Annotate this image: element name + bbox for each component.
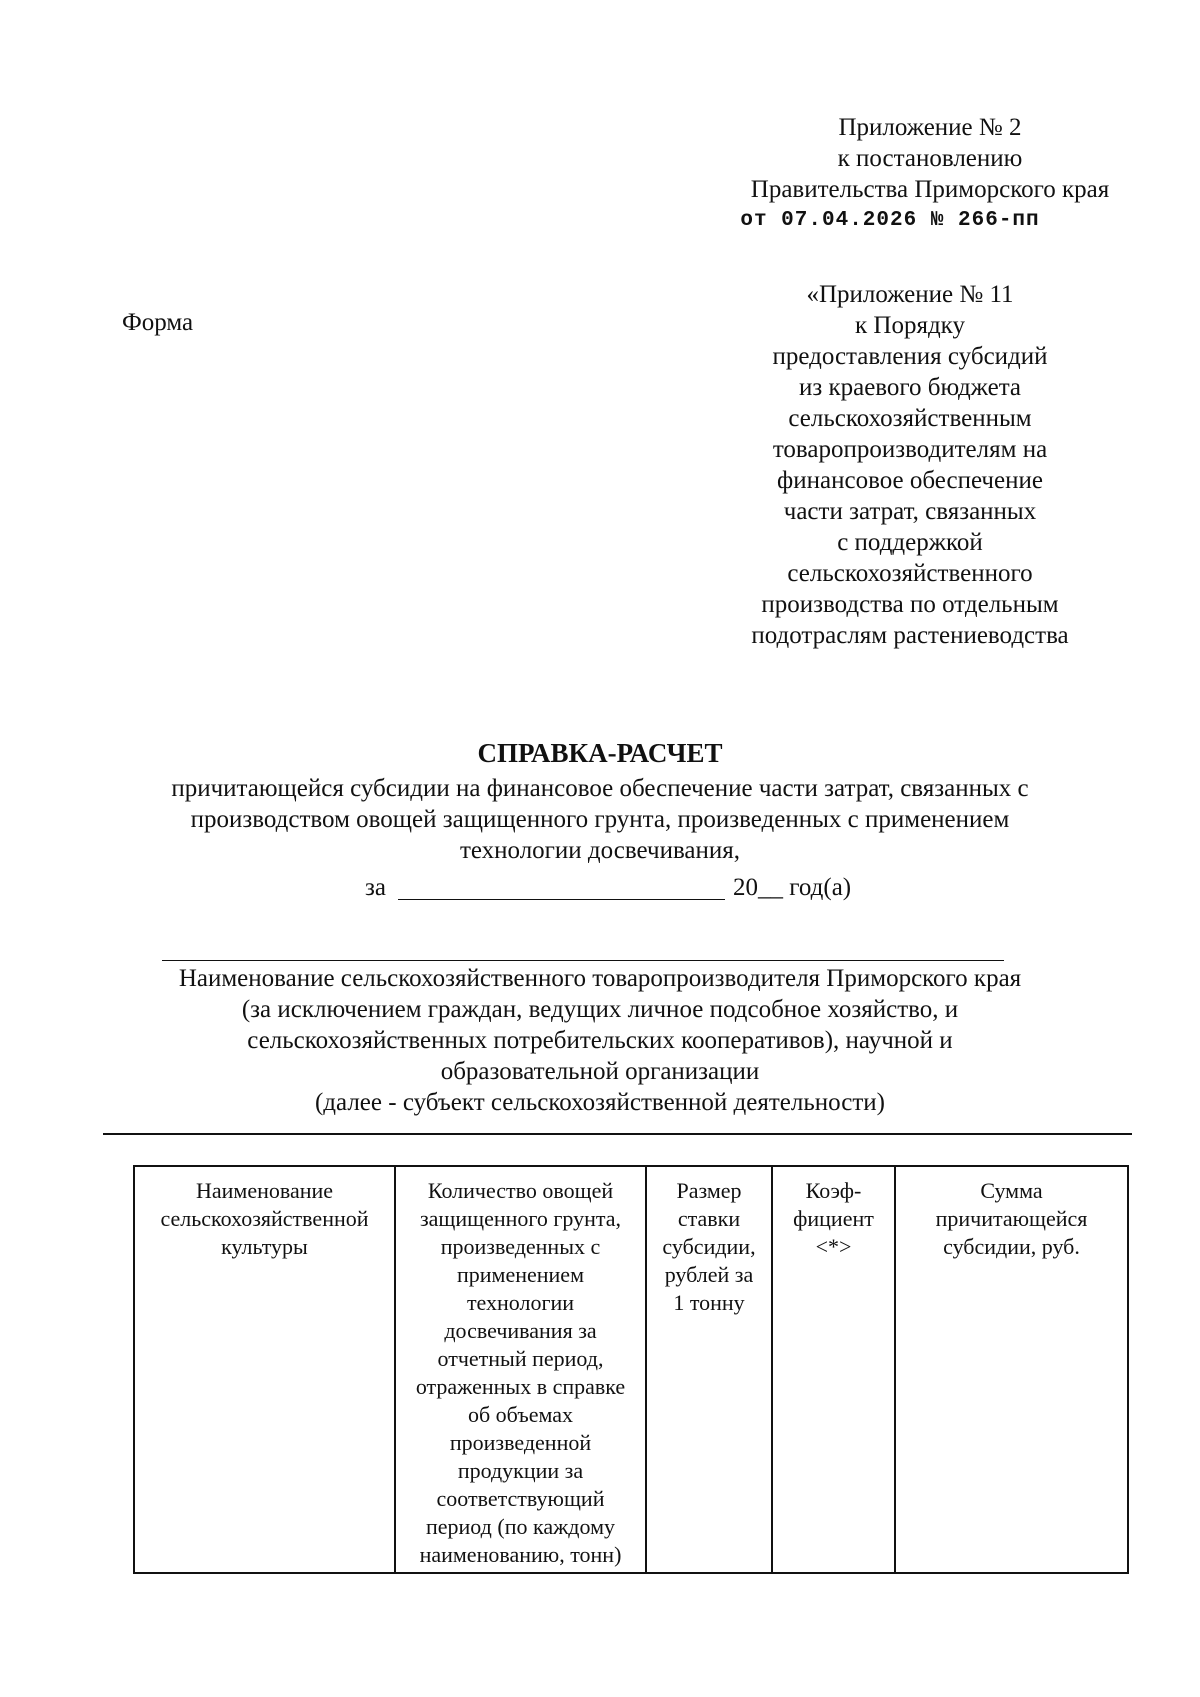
- procedure-appendix-line: «Приложение № 11: [806, 281, 1014, 308]
- procedure-appendix-line: производства по отдельным: [761, 591, 1059, 618]
- period-blank-line: [398, 899, 725, 900]
- document-subtitle: [80, 773, 1120, 866]
- subtitle-line: причитающейся субсидии на финансовое обеспечение части затрат, связанных с: [171, 775, 1029, 802]
- procedure-appendix-line: из краевого бюджета: [798, 374, 1022, 401]
- column-header-crop-name: Наименование сельскохозяйственной культуры: [134, 1166, 395, 1573]
- resolution-date-number: от 07.04.2026 № 266-пп: [740, 209, 1040, 232]
- organization-line: сельскохозяйственных потребительских кооперативов), научной и: [247, 1027, 953, 1054]
- procedure-appendix-line: предоставления субсидий: [772, 343, 1048, 370]
- period-year: 20__ год(а): [733, 874, 852, 901]
- organization-line: (за исключением граждан, ведущих личное подсобное хозяйство, и: [241, 996, 959, 1023]
- column-header-subsidy-amount: Сумма причитающейся субсидии, руб.: [895, 1166, 1128, 1573]
- organization-blank-line: [162, 960, 1004, 961]
- form-label: Форма: [122, 309, 194, 336]
- organization-description: [80, 963, 1120, 1118]
- column-header-vegetable-quantity: Количество овощей защищенного грунта, произведенных с применением технологии досвечивания за отчетный период, отраженных в справке об объемах произведенной продукции за соответствующий период (по каждому наименованию, тонн): [395, 1166, 646, 1573]
- appendix-header: [700, 112, 1160, 236]
- procedure-appendix-line: товаропроизводителям на: [772, 436, 1048, 463]
- organization-line: Наименование сельскохозяйственного товаропроизводителя Приморского края: [178, 965, 1022, 992]
- column-header-coefficient: Коэф- фициент <*>: [772, 1166, 895, 1573]
- procedure-appendix-line: сельскохозяйственного: [787, 560, 1033, 587]
- section-divider: [103, 1133, 1132, 1135]
- organization-line: (далее - субъект сельскохозяйственной деятельности): [314, 1089, 886, 1116]
- procedure-appendix: [720, 279, 1100, 651]
- calculation-table: [133, 1165, 1129, 1574]
- procedure-appendix-line: сельскохозяйственным: [788, 405, 1032, 432]
- procedure-appendix-line: к Порядку: [855, 312, 965, 339]
- procedure-appendix-line: подотраслям растениеводства: [751, 622, 1069, 649]
- column-header-subsidy-rate: Размер ставки субсидии, рублей за 1 тонну: [646, 1166, 772, 1573]
- subtitle-line: производством овощей защищенного грунта, произведенных с применением: [190, 806, 1010, 833]
- table-header-row: [134, 1166, 1128, 1573]
- procedure-appendix-line: части затрат, связанных: [783, 498, 1037, 525]
- subtitle-line: технологии досвечивания,: [459, 837, 741, 864]
- period-prefix: за: [365, 874, 386, 901]
- appendix-header-line: к постановлению: [837, 145, 1023, 172]
- procedure-appendix-line: с поддержкой: [837, 529, 983, 556]
- appendix-header-line: Правительства Приморского края: [750, 176, 1110, 203]
- procedure-appendix-line: финансовое обеспечение: [777, 467, 1043, 494]
- appendix-header-line: Приложение № 2: [838, 114, 1022, 141]
- document-title: СПРАВКА-РАСЧЕТ: [477, 738, 723, 768]
- organization-line: образовательной организации: [440, 1058, 760, 1085]
